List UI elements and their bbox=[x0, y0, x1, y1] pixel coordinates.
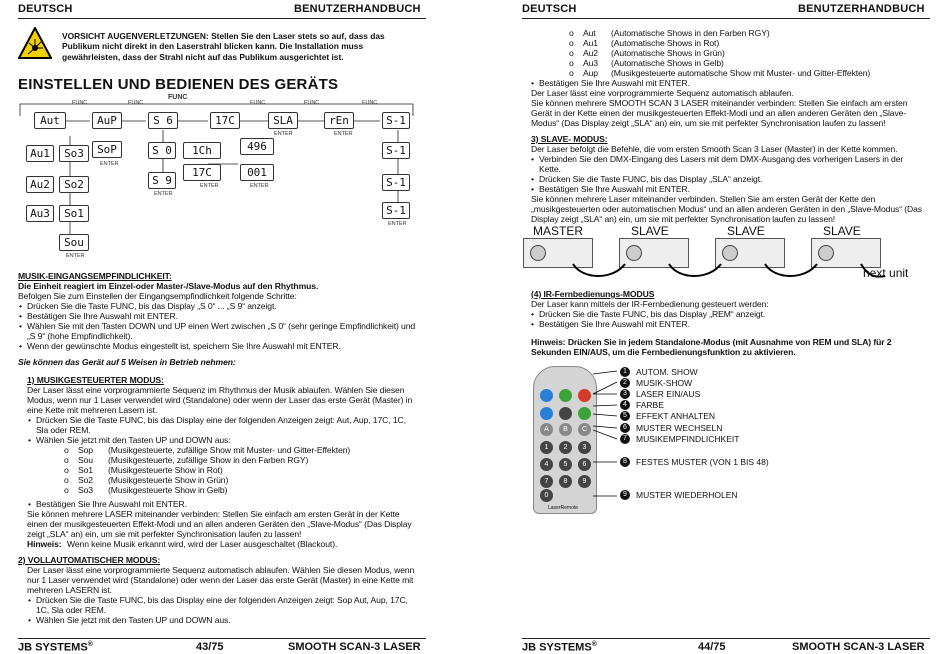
remote-leader-lines bbox=[593, 366, 623, 506]
func-label: FUNC bbox=[304, 100, 320, 106]
heading-music-sensitivity: MUSIK-EINGANGSEMPFINDLICHKEIT: bbox=[18, 271, 172, 281]
header-manual: BENUTZERHANDBUCH bbox=[294, 3, 421, 15]
option-desc: (Musikgesteuerte, zufällige Show in den Farben RGY) bbox=[108, 455, 309, 465]
hint-line: Sekunden EIN/AUS, um die Fernbedienungsfunktion zu aktivieren. bbox=[531, 347, 796, 357]
display-s1-d: S-1 bbox=[382, 202, 410, 219]
option-code: o So2 bbox=[78, 476, 93, 486]
remote-key: 2 bbox=[559, 441, 572, 454]
enter-label: ENTER bbox=[388, 221, 407, 227]
bullet-item: • Verbinden Sie den DMX-Eingang des Lasers mit dem DMX-Ausgang des vorherigen Lasers in der bbox=[539, 155, 903, 165]
display-au1: Au1 bbox=[26, 145, 54, 162]
footer-reg: ® bbox=[591, 641, 597, 648]
footer-product: SMOOTH SCAN-3 LASER bbox=[792, 641, 925, 653]
text-line: einen der musikgesteuerten Effekt-Modi und an allen anderen Geräten den „Slave-Modus“ (Das Display bbox=[27, 519, 412, 529]
func-label: FUNC bbox=[128, 100, 144, 106]
remote-key: 3 bbox=[578, 441, 591, 454]
display-ren: rEn bbox=[324, 112, 354, 129]
slave-label-2: SLAVE bbox=[727, 224, 765, 238]
option-code: o Au2 bbox=[583, 49, 598, 59]
legend-number: 3 bbox=[620, 389, 630, 399]
bullet-item: • Drücken Sie die Taste FUNC, bis das Display „S 0“ ... „S 9“ anzeigt. bbox=[27, 302, 277, 312]
enter-label: ENTER bbox=[200, 183, 219, 189]
text-line: Befolgen Sie zum Einstellen der Eingangsempfindlichkeit folgende Schritte: bbox=[18, 291, 297, 301]
legend-number: 8 bbox=[620, 457, 630, 467]
option-desc: (Musikgesteuerte automatische Show mit Muster- und Gitter-Effekten) bbox=[611, 68, 871, 78]
option-code: o Au1 bbox=[583, 39, 598, 49]
display-sla: SLA bbox=[268, 112, 298, 129]
header-language: DEUTSCH bbox=[522, 3, 577, 15]
laser-warning bbox=[62, 31, 426, 62]
footer-brand bbox=[18, 641, 93, 654]
remote-key: 6 bbox=[578, 458, 591, 471]
legend-label: EFFEKT ANHALTEN bbox=[636, 411, 716, 421]
option-code: o Sou bbox=[78, 456, 93, 466]
note-label: Hinweis: bbox=[27, 539, 62, 549]
text-line: Sla oder REM. bbox=[36, 425, 91, 435]
header-manual: BENUTZERHANDBUCH bbox=[798, 3, 925, 15]
display-s1-b: S-1 bbox=[382, 142, 410, 159]
heading-auto-mode: 2) VOLLAUTOMATISCHER MODUS: bbox=[18, 555, 161, 565]
heading-ir-mode: (4) IR-Fernbedienungs-MODUS bbox=[531, 289, 655, 299]
text-line: mehreren LASERN ist. bbox=[27, 585, 112, 595]
text-line: Der Laser befolgt die Befehle, die vom ersten Smooth Scan 3 Laser (Master) in der Kette kommen. bbox=[531, 144, 898, 154]
text-line: Der Laser kann mittels der IR-Fernbedienung gesteuert werden: bbox=[531, 299, 769, 309]
footer-brand bbox=[522, 641, 597, 654]
text-line: Sie können mehrere SMOOTH SCAN 3 LASER miteinander verbinden: Stellen Sie einfach am ersten bbox=[531, 98, 908, 108]
footer-page: 44/75 bbox=[698, 641, 726, 653]
text-line: Der Laser lässt eine vorprogrammierte Sequenz automatisch ablaufen. bbox=[531, 88, 794, 98]
footer-brand-text: JB SYSTEMS bbox=[522, 641, 592, 654]
display-aut: Aut bbox=[34, 112, 66, 129]
bullet-item: • Bestätigen Sie Ihre Auswahl mit ENTER. bbox=[27, 312, 178, 322]
legend-label: FESTES MUSTER (VON 1 BIS 48) bbox=[636, 457, 769, 467]
legend-label: MUSIK-SHOW bbox=[636, 378, 693, 388]
footer-brand-text: JB SYSTEMS bbox=[18, 641, 88, 654]
footer-reg: ® bbox=[87, 641, 93, 648]
legend-label: FARBE bbox=[636, 400, 664, 410]
display-so2: So2 bbox=[59, 176, 89, 193]
text-line: Die Einheit reagiert im Einzel-oder Master-/Slave-Modus auf den Rhythmus. bbox=[18, 281, 319, 291]
legend-label: AUTOM. SHOW bbox=[636, 367, 698, 377]
remote-key-3 bbox=[578, 389, 591, 402]
text-line: Modus“ (Das Display zeigt „SLA“ an) ein, um sie mit perfekter Synchronisation laufen zu lassen! bbox=[531, 118, 886, 128]
display-001: 001 bbox=[240, 164, 274, 181]
hint-line: Hinweis: Drücken Sie in jedem Standalone-Modus (mit Ausnahme von REM und SLA) für 2 bbox=[531, 337, 892, 347]
display-17c: 17C bbox=[210, 112, 240, 129]
option-code: o So1 bbox=[78, 466, 93, 476]
bullet-item: • Drücken Sie die Taste FUNC, bis das Display eine der folgenden Anzeigen zeigt: Sop Aut, Aup, 17C, bbox=[36, 596, 408, 606]
bullet-item: • Bestätigen Sie Ihre Auswahl mit ENTER. bbox=[539, 320, 690, 330]
option-desc: (Musikgesteuerte Show in Grün) bbox=[108, 475, 229, 485]
remote-key-b: B bbox=[559, 423, 572, 436]
header-rule bbox=[522, 18, 930, 19]
text-line: Gerät in der Kette einen der musikgesteuerten Effekt-Modi und an allen anderen Geräten den „Slave- bbox=[531, 108, 907, 118]
display-so3: So3 bbox=[59, 145, 89, 162]
func-label: FUNC bbox=[250, 100, 266, 106]
legend-label: MUSTER WECHSELN bbox=[636, 423, 723, 433]
remote-key-5 bbox=[559, 407, 572, 420]
bullet-item: • Drücken Sie die Taste FUNC, bis das Display „REM“ anzeigt. bbox=[539, 310, 765, 320]
display-aup: AuP bbox=[92, 112, 122, 129]
legend-number: 4 bbox=[620, 400, 630, 410]
display-sop: SoP bbox=[92, 141, 122, 158]
legend-number: 9 bbox=[620, 490, 630, 500]
enter-label: ENTER bbox=[154, 191, 173, 197]
remote-key: 9 bbox=[578, 475, 591, 488]
option-desc: (Musikgesteuerte, zufällige Show mit Muster- und Gitter-Effekten) bbox=[108, 445, 351, 455]
enter-label: ENTER bbox=[334, 131, 353, 137]
legend-number: 6 bbox=[620, 423, 630, 433]
remote-key: 4 bbox=[540, 458, 553, 471]
legend-number: 5 bbox=[620, 411, 630, 421]
remote-key-4 bbox=[540, 407, 553, 420]
ir-remote bbox=[533, 366, 597, 514]
option-code: o Aup bbox=[583, 69, 598, 79]
next-unit-label: next unit bbox=[863, 266, 909, 280]
heading-music-mode: 1) MUSIKGESTEUERTER MODUS: bbox=[27, 375, 164, 385]
legend-number: 1 bbox=[620, 367, 630, 377]
bullet-item: • Drücken Sie die Taste FUNC, bis das Display eine der folgenden Anzeigen zeigt: Aut, Aup, 17C, 1C, bbox=[36, 416, 406, 426]
footer-product: SMOOTH SCAN-3 LASER bbox=[288, 641, 421, 653]
remote-key-c: C bbox=[578, 423, 591, 436]
display-sou: Sou bbox=[59, 234, 89, 251]
bullet-item: • Wählen Sie jetzt mit den Tasten UP und DOWN aus: bbox=[36, 436, 231, 446]
remote-key: 0 bbox=[540, 489, 553, 502]
menu-diagram bbox=[18, 94, 428, 266]
text-line: „S 9“ (hohe Empfindlichkeit). bbox=[27, 331, 133, 341]
master-label: MASTER bbox=[533, 224, 584, 238]
footer-page: 43/75 bbox=[196, 641, 224, 653]
warning-line-1: Stellen Sie den Laser stets so auf, dass das bbox=[211, 31, 385, 41]
text-line: nur 1 Laser verwendet wird (Standalone) oder wenn der Laser das erste Gerät (Master) in eine Kette mit bbox=[27, 575, 414, 585]
remote-brand: LaserRemote bbox=[548, 505, 579, 511]
text-line: Sie können mehrere Laser miteinander verbinden. Stellen Sie am ersten Gerät der Kette den bbox=[531, 194, 876, 204]
option-desc: (Musikgesteuerte Show in Rot) bbox=[108, 465, 223, 475]
display-au3: Au3 bbox=[26, 205, 54, 222]
slave-label-3: SLAVE bbox=[823, 224, 861, 238]
option-code: o Aut bbox=[583, 29, 596, 39]
dmx-chain-diagram bbox=[523, 224, 933, 280]
bullet-item: • Wählen Sie jetzt mit den Tasten UP und DOWN aus. bbox=[36, 616, 231, 626]
header-language: DEUTSCH bbox=[18, 3, 73, 15]
modes-intro: Sie können das Gerät auf 5 Weisen in Betrieb nehmen: bbox=[18, 357, 236, 367]
display-s0: S 0 bbox=[148, 142, 176, 159]
bullet-item: • Bestätigen Sie Ihre Auswahl mit ENTER. bbox=[539, 79, 690, 89]
legend-label: LASER EIN/AUS bbox=[636, 389, 701, 399]
remote-key-1 bbox=[540, 389, 553, 402]
option-desc: (Automatische Shows in Gelb) bbox=[611, 58, 724, 68]
enter-label: ENTER bbox=[250, 183, 269, 189]
legend-label: MUSIKEMPFINDLICHKEIT bbox=[636, 434, 740, 444]
display-s6: S 6 bbox=[148, 112, 178, 129]
legend-number: 2 bbox=[620, 378, 630, 388]
remote-key-a: A bbox=[540, 423, 553, 436]
text-line: „musikgesteuerten oder automatischen Modus“ und an allen anderen Geräten in den „Slave-Modus“ (Das bbox=[531, 204, 922, 214]
text-line: Display zeigt „SLA“ an) ein, um sie mit perfekter Synchronisation laufen zu lassen! bbox=[531, 214, 836, 224]
laser-warning-icon bbox=[18, 27, 52, 59]
option-desc: (Automatische Shows in den Farben RGY) bbox=[611, 28, 770, 38]
text-line: eine Kette mit mehreren Lasern ist. bbox=[27, 405, 158, 415]
text-line: Modus, wenn nur 1 Laser verwendet wird (Standalone) oder wenn der Laser das erste Gerät (Master) in bbox=[27, 395, 413, 405]
bullet-item: • Drücken Sie die Taste FUNC, bis das Display „SLA“ anzeigt. bbox=[539, 175, 762, 185]
header-rule bbox=[18, 18, 426, 19]
display-1ch: 1Ch bbox=[183, 142, 221, 159]
enter-label: ENTER bbox=[274, 131, 293, 137]
display-s1-c: S-1 bbox=[382, 174, 410, 191]
legend-label: MUSTER WIEDERHOLEN bbox=[636, 490, 738, 500]
footer-rule bbox=[522, 638, 930, 639]
remote-key-6 bbox=[578, 407, 591, 420]
enter-label: ENTER bbox=[100, 161, 119, 167]
func-label: FUNC bbox=[72, 100, 88, 106]
option-code: o Au3 bbox=[583, 59, 598, 69]
option-code: o So3 bbox=[78, 486, 93, 496]
bullet-item: • Wenn der gewünschte Modus eingestellt ist, speichern Sie Ihre Auswahl mit ENTER. bbox=[27, 342, 341, 352]
warning-line-3: gewährleisten, dass der Strahl nicht auf das Publikum ausgerichtet ist. bbox=[62, 51, 344, 62]
warning-line-2: Publikum nicht direkt in den Laserstrahl blicken kann. Die Installation muss bbox=[62, 41, 364, 52]
text-line: Kette. bbox=[539, 164, 561, 174]
text-line: zeigt „SLA“ an) ein, um sie mit perfekter Synchronisation laufen zu lassen! bbox=[27, 529, 302, 539]
bullet-item: • Wählen Sie mit den Tasten DOWN und UP einen Wert zwischen „S 0“ (sehr geringe Empfindlichkeit) und bbox=[27, 322, 415, 332]
legend-number: 7 bbox=[620, 434, 630, 444]
diagram-func-title: FUNC bbox=[168, 94, 188, 101]
func-label: FUNC bbox=[362, 100, 378, 106]
remote-key: 1 bbox=[540, 441, 553, 454]
option-desc: (Musikgesteuerte Show in Gelb) bbox=[108, 485, 228, 495]
remote-key-2 bbox=[559, 389, 572, 402]
heading-slave-mode: 3) SLAVE- MODUS: bbox=[531, 134, 608, 144]
display-s1-a: S-1 bbox=[382, 112, 410, 129]
footer-rule bbox=[18, 638, 426, 639]
remote-key: 8 bbox=[559, 475, 572, 488]
slave-label-1: SLAVE bbox=[631, 224, 669, 238]
right-page bbox=[475, 0, 950, 654]
note-text: Wenn keine Musik erkannt wird, wird der Laser ausgeschaltet (Blackout). bbox=[67, 539, 338, 549]
text-line: Sie können mehrere LASER miteinander verbinden: Stellen Sie einfach am ersten Gerät in der Kette bbox=[27, 509, 400, 519]
enter-label: ENTER bbox=[66, 253, 85, 259]
display-17c-b: 17C bbox=[183, 164, 221, 181]
option-code: o Sop bbox=[78, 446, 93, 456]
warning-lead: VORSICHT AUGENVERLETZUNGEN: bbox=[62, 31, 209, 41]
remote-key: 7 bbox=[540, 475, 553, 488]
display-au2: Au2 bbox=[26, 176, 54, 193]
option-desc: (Automatische Shows in Rot) bbox=[611, 38, 720, 48]
display-s9: S 9 bbox=[148, 172, 176, 189]
bullet-item: • Bestätigen Sie Ihre Auswahl mit ENTER. bbox=[36, 500, 187, 510]
bullet-item: • Bestätigen Sie Ihre Auswahl mit ENTER. bbox=[539, 185, 690, 195]
text-line: 1C, Sla oder REM. bbox=[36, 605, 106, 615]
remote-key: 5 bbox=[559, 458, 572, 471]
display-so1: So1 bbox=[59, 205, 89, 222]
text-line: Der Laser lässt eine vorprogrammierte Sequenz automatisch ablaufen. Wählen Sie diesen Modus, wenn bbox=[27, 565, 415, 575]
display-496: 496 bbox=[240, 138, 274, 155]
text-line: Der Laser lässt eine vorprogrammierte Sequenz im Rhythmus der Musik ablaufen. Wählen Sie diesen bbox=[27, 385, 405, 395]
option-desc: (Automatische Shows in Grün) bbox=[611, 48, 725, 58]
section-title: EINSTELLEN UND BEDIENEN DES GERÄTS bbox=[18, 76, 339, 93]
